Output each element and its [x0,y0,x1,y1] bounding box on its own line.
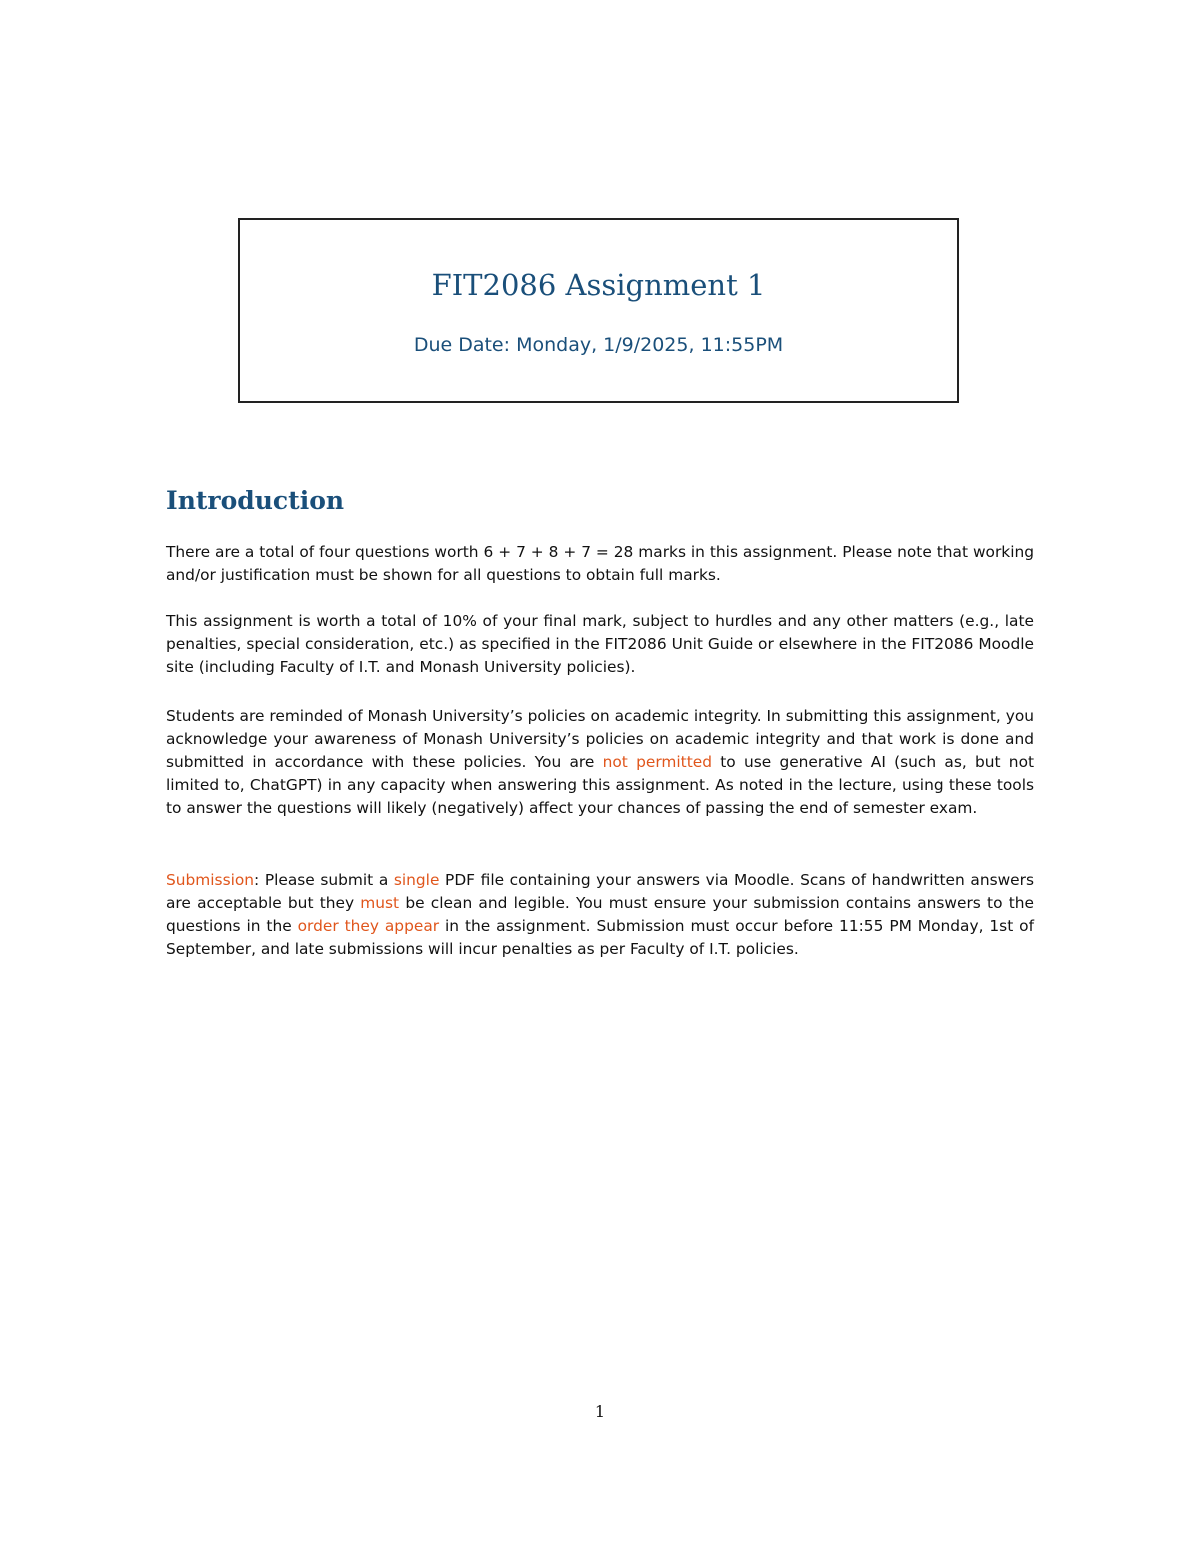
integrity-text-1: Students are reminded of Monash University’s policies on academic integrity. In submitting this assignment, you acknowledge your awareness of Monash University’s policies on academic integrity and that work is done and submitted in accordance with these policies. You are [166,707,1034,771]
submission-text-1: : Please submit a [254,871,394,889]
section-heading-introduction: Introduction [166,486,345,515]
paragraph-submission [166,869,1034,961]
paragraph-weighting: This assignment is worth a total of 10% of your final mark, subject to hurdles and any other matters (e.g., late penalties, special consideration, etc.) as specified in the FIT2086 Unit Guide or elsewhere in the FIT2086 Moodle site (including Faculty of I.T. and Monash University policies). [166,612,1034,676]
highlight-not-permitted: not permitted [602,753,712,771]
submission-text-2: PDF file containing your answers via Moodle. Scans of handwritten answers are acceptable but they [166,871,1034,912]
paragraph-marks: There are a total of four questions worth 6 + 7 + 8 + 7 = 28 marks in this assignment. Please note that working and/or justification must be shown for all questions to obtain full marks. [166,543,1034,584]
submission-text-4: in the assignment. Submission must occur before 11:55 PM Monday, 1st of September, and late submissions will incur penalties as per Faculty of I.T. policies. [166,917,1034,958]
integrity-text-2: to use generative AI (such as, but not limited to, ChatGPT) in any capacity when answering this assignment. As noted in the lecture, using these tools to answer the questions will likely (negatively) affect your chances of passing the end of semester exam. [166,753,1035,817]
paragraph-academic-integrity [166,705,1034,820]
highlight-single: single [393,871,440,889]
document-title: FIT2086 Assignment 1 [431,268,766,302]
submission-label: Submission [166,871,255,889]
due-date: Due Date: Monday, 1/9/2025, 11:55PM [413,334,784,356]
submission-text-3: be clean and legible. You must ensure your submission contains answers to the questions in the [166,894,1034,935]
title-box [238,218,959,403]
page-number: 1 [594,1402,606,1421]
highlight-order: order they appear [297,917,440,935]
highlight-must: must [360,894,400,912]
